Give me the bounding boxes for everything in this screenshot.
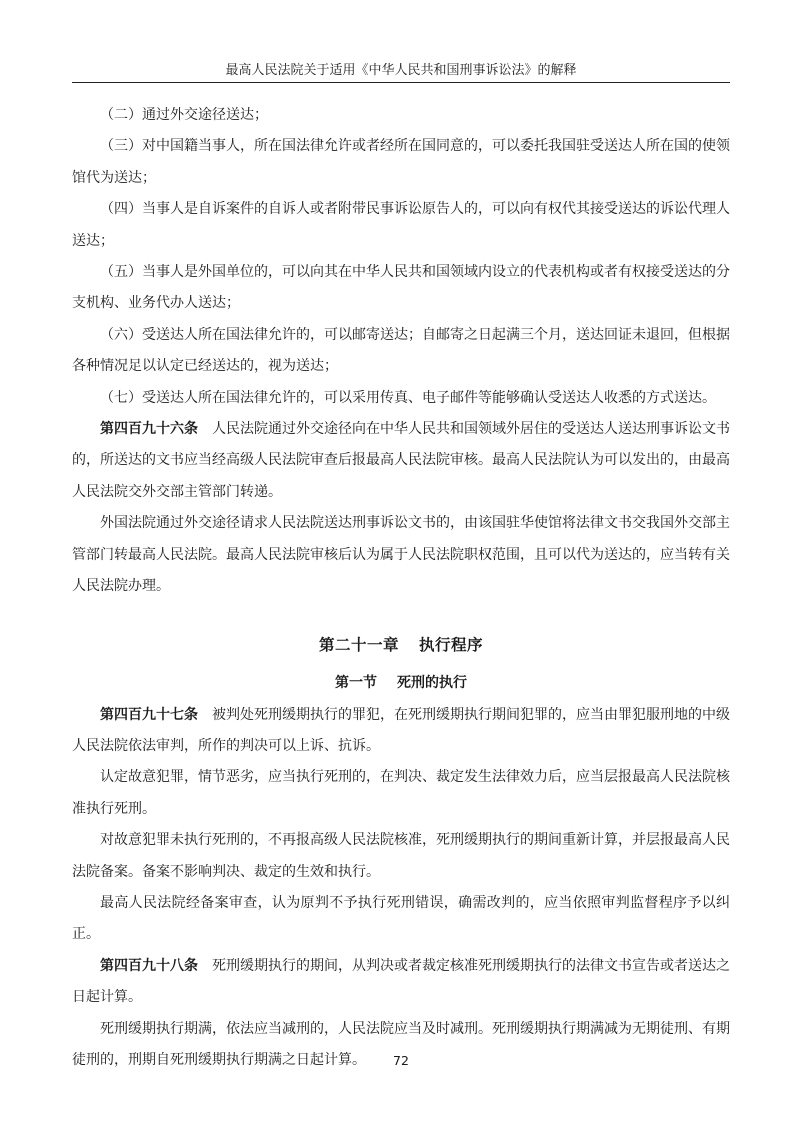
- article-497-paragraph-3: 对故意犯罪未执行死刑的，不再报高级人民法院核准，死刑缓期执行的期间重新计算，并层报最高人民法院备案。备案不影响判决、裁定的生效和执行。: [72, 832, 730, 880]
- article-497-paragraph-2: 认定故意犯罪，情节恶劣，应当执行死刑的，在判决、裁定发生法律效力后，应当层报最高人民法院核准执行死刑。: [72, 769, 730, 817]
- item-3: （三）对中国籍当事人，所在国法律允许或者经所在国同意的，可以委托我国驻受送达人所在国的使领馆代为送达；: [72, 138, 730, 186]
- running-header: 最高人民法院关于适用《中华人民共和国刑事诉讼法》的解释: [225, 63, 577, 78]
- item-4: （四）当事人是自诉案件的自诉人或者附带民事诉讼原告人的，可以向有权代其接受送达的诉讼代理人送达；: [72, 201, 730, 249]
- article-498-label: 第四百九十八条: [100, 957, 198, 974]
- chapter-heading: [72, 630, 730, 660]
- article-496-text-1: 人民法院通过外交途径向在中华人民共和国领域外居住的受送达人送达刑事诉讼文书的，所送达的文书应当经高级人民法院审查后报最高人民法院审核。最高人民法院认为可以发出的，由最高人民法院交外交部主管部门转递。: [72, 421, 730, 500]
- header-rule: [72, 82, 730, 83]
- article-497-text-1: 被判处死刑缓期执行的罪犯，在死刑缓期执行期间犯罪的，应当由罪犯服刑地的中级人民法院依法审判，所作的判决可以上诉、抗诉。: [72, 706, 730, 754]
- article-498-paragraph-1: [72, 951, 730, 1014]
- article-498-text-1: 死刑缓期执行的期间，从判决或者裁定核准死刑缓期执行的法律文书宣告或者送达之日起计算。: [72, 957, 730, 1006]
- section-title: 死刑的执行: [397, 674, 467, 691]
- section-number: 第一节: [335, 674, 377, 691]
- article-497-paragraph-1: [72, 700, 730, 763]
- article-497-paragraph-4: 最高人民法院经备案审查，认为原判不予执行死刑错误，确需改判的，应当依照审判监督程序予以纠正。: [72, 894, 730, 943]
- article-496-label: 第四百九十六条: [100, 421, 198, 438]
- item-6: （六）受送达人所在国法律允许的，可以邮寄送达；自邮寄之日起满三个月，送达回证未退回，但根据各种情况足以认定已经送达的，视为送达；: [72, 326, 730, 375]
- article-496-paragraph-2: 外国法院通过外交途径请求人民法院送达刑事诉讼文书的，由该国驻华使馆将法律文书交我国外交部主管部门转最高人民法院。最高人民法院审核后认为属于人民法院职权范围，且可以代为送达的，应当转有关人民法院办理。: [72, 515, 730, 595]
- chapter-title: 执行程序: [419, 635, 484, 654]
- chapter-number: 第二十一章: [318, 635, 399, 654]
- page-content: [72, 100, 730, 1076]
- section-heading: [72, 668, 730, 698]
- item-2: （二）通过外交途径送达；: [100, 107, 268, 123]
- item-5: （五）当事人是外国单位的，可以向其在中华人民共和国领域内设立的代表机构或者有权接受送达的分支机构、业务代办人送达；: [72, 264, 730, 312]
- item-7: （七）受送达人所在国法律允许的，可以采用传真、电子邮件等能够确认受送达人收悉的方式送达。: [100, 389, 716, 406]
- page-number: 72: [393, 1053, 409, 1068]
- article-497-label: 第四百九十七条: [100, 706, 198, 723]
- article-496-paragraph-1: [72, 414, 730, 508]
- article-498-paragraph-2: 死刑缓期执行期满，依法应当减刑的，人民法院应当及时减刑。死刑缓期执行期满减为无期徒刑、有期徒刑的，刑期自死刑缓期执行期满之日起计算。: [72, 1020, 730, 1068]
